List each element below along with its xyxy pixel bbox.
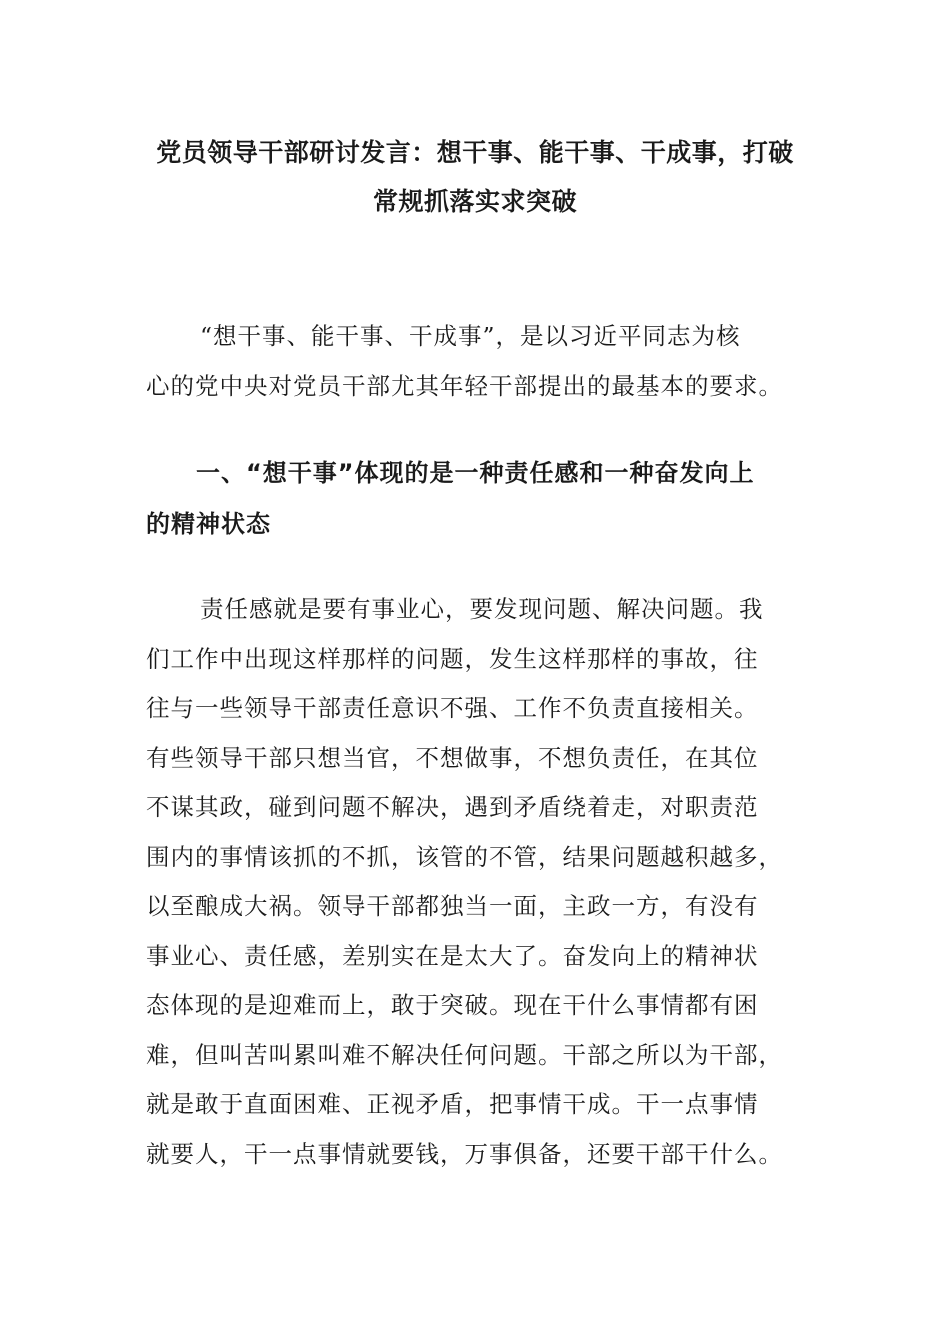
heading-line-1: 一、“想干事”体现的是一种责任感和一种奋发向上 <box>196 459 755 487</box>
body-line-10: 难，但叫苦叫累叫难不解决任何问题。干部之所以为干部， <box>146 1040 783 1069</box>
body-line-5: 不谋其政，碰到问题不解决，遇到矛盾绕着走，对职责范 <box>146 793 759 821</box>
document-title <box>140 128 810 226</box>
body-line-11: 就是敢于直面困难、正视矛盾，把事情干成。干一点事情 <box>146 1090 759 1118</box>
body-line-4: 有些领导干部只想当官，不想做事，不想负责任，在其位 <box>146 743 759 772</box>
body-line-8: 事业心、责任感，差别实在是太大了。奋发向上的精神状 <box>146 941 759 970</box>
section-1-body-paragraph <box>146 585 806 1179</box>
intro-paragraph <box>146 312 806 411</box>
body-line-6: 围内的事情该抓的不抓，该管的不管，结果问题越积越多， <box>146 842 783 871</box>
title-line-1: 党员领导干部研讨发言：想干事、能干事、干成事，打破 <box>156 138 794 167</box>
body-line-7: 以至酿成大祸。领导干部都独当一面，主政一方，有没有 <box>146 892 759 920</box>
body-line-1: 责任感就是要有事业心，要发现问题、解决问题。我 <box>200 595 764 623</box>
heading-line-2: 的精神状态 <box>146 510 271 538</box>
body-line-3: 往与一些领导干部责任意识不强、工作不负责直接相关。 <box>146 694 759 722</box>
section-1-heading <box>146 448 806 550</box>
intro-line-2: 心的党中央对党员干部尤其年轻干部提出的最基本的要求。 <box>146 371 783 400</box>
title-line-2: 常规抓落实求突破 <box>372 187 577 216</box>
body-line-12: 就要人，干一点事情就要钱，万事俱备，还要干部干什么。 <box>146 1139 783 1168</box>
body-line-9: 态体现的是迎难而上，敢于突破。现在干什么事情都有困 <box>146 991 759 1019</box>
body-line-2: 们工作中出现这样那样的问题，发生这样那样的事故，往 <box>146 644 759 673</box>
intro-line-1: “想干事、能干事、干成事”，是以习近平同志为核 <box>200 322 741 350</box>
